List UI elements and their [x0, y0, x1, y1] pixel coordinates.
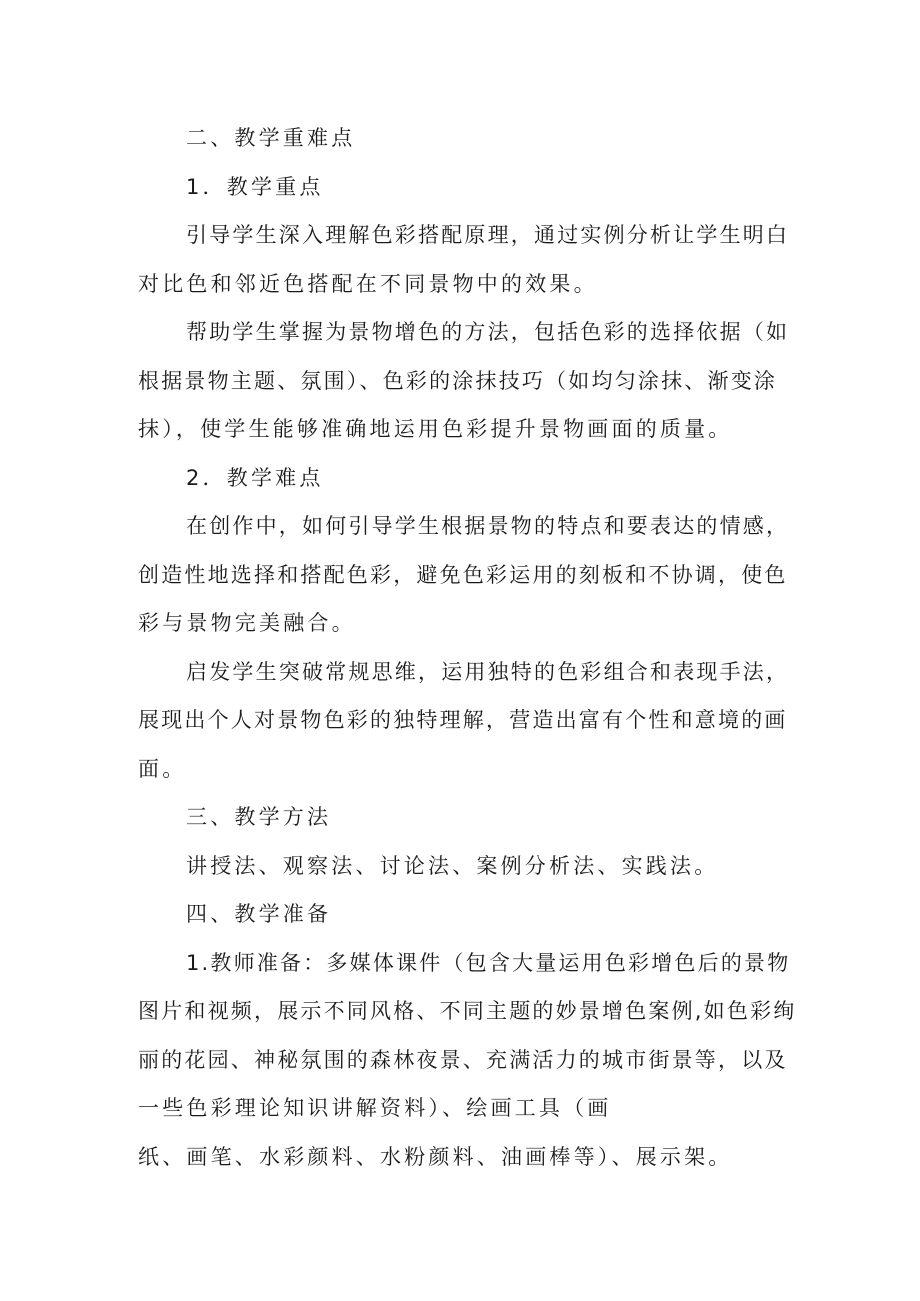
paragraph-line: 讲授法、观察法、讨论法、案例分析法、实践法。 [186, 853, 719, 878]
paragraph-line: 图片和视频，展示不同风格、不同主题的妙景增色案例,如色彩绚 [138, 999, 797, 1023]
paragraph-line: 创造性地选择和搭配色彩，避免色彩运用的刻板和不协调，使色 [138, 562, 788, 587]
section-heading-key-difficult-points: 二、教学重难点 [186, 126, 356, 150]
section-heading-teaching-preparation: 四、教学准备 [186, 902, 332, 926]
paragraph-line: 丽的花园、神秘氛围的森林夜景、充满活力的城市街景等，以及 [138, 1047, 788, 1072]
paragraph-line: 展现出个人对景物色彩的独特理解，营造出富有个性和意境的画 [138, 708, 788, 732]
paragraph-line: 启发学生突破常规思维，运用独特的色彩组合和表现手法， [186, 659, 790, 684]
paragraph-line: 对比色和邻近色搭配在不同景物中的效果。 [138, 271, 598, 296]
paragraph-line: 在创作中，如何引导学生根据景物的特点和要表达的情感， [186, 514, 790, 538]
paragraph-line: 帮助学生掌握为景物增色的方法，包括色彩的选择依据（如 [186, 320, 790, 344]
paragraph-line: 抹），使学生能够准确地运用色彩提升景物画面的质量。 [138, 417, 733, 441]
section-heading-teaching-methods: 三、教学方法 [186, 805, 332, 829]
paragraph-line: 根据景物主题、氛围）、色彩的涂抹技巧（如均匀涂抹、渐变涂 [138, 368, 778, 393]
document-body [138, 114, 798, 1181]
paragraph-line: 面。 [138, 756, 187, 781]
paragraph-line: 引导学生深入理解色彩搭配原理，通过实例分析让学生明白 [186, 223, 790, 247]
paragraph-line: 纸、画笔、水彩颜料、水粉颜料、油画棒等）、展示架。 [138, 1144, 733, 1169]
paragraph-line: 彩与景物完美融合。 [138, 611, 356, 635]
subheading-teaching-difficulty: 2．教学难点 [186, 465, 324, 490]
paragraph-line: 一些色彩理论知识讲解资料）、绘画工具（画 [138, 1096, 612, 1120]
paragraph-line: 1.教师准备：多媒体课件（包含大量运用色彩增色后的景物 [186, 950, 791, 975]
subheading-teaching-focus: 1．教学重点 [186, 174, 324, 199]
